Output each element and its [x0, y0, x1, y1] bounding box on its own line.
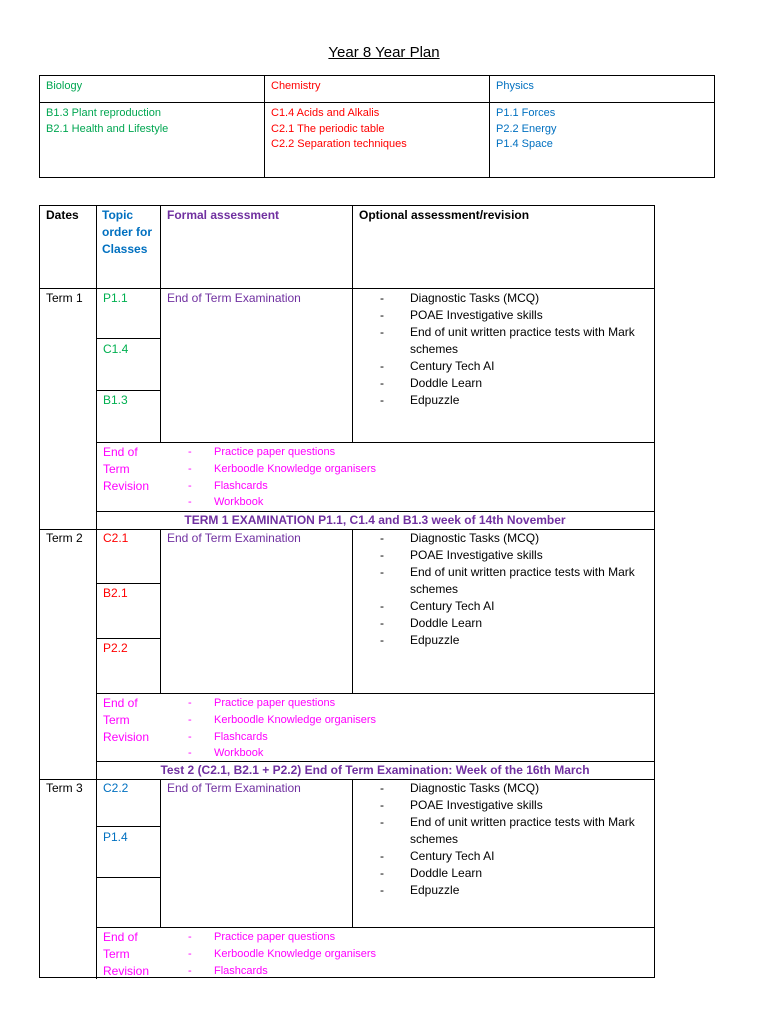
grid-line — [352, 529, 353, 694]
chemistry-topic: C2.2 Separation techniques — [271, 138, 407, 150]
grid-line — [352, 779, 353, 928]
optional-list — [380, 290, 650, 409]
term-label: Term 1 — [46, 291, 83, 305]
chemistry-topics — [265, 103, 490, 178]
grid-line — [160, 206, 161, 442]
grid-line — [96, 693, 654, 694]
exam-banner: Test 2 (C2.1, B2.1 + P2.2) End of Term Examination: Week of the 16th March — [160, 763, 590, 777]
grid-line — [96, 390, 160, 391]
optional-item: - Edpuzzle — [380, 392, 650, 409]
subjects-table — [39, 75, 715, 178]
revision-item: - Workbook — [188, 494, 488, 511]
optional-item: - Edpuzzle — [380, 882, 650, 899]
revision-label: End of Term Revision — [103, 445, 150, 493]
formal-assessment-header: Formal assessment — [167, 208, 280, 222]
grid-line — [96, 338, 160, 339]
revision-item: - Flashcards — [188, 963, 488, 980]
chemistry-topic: C1.4 Acids and Alkalis — [271, 107, 380, 119]
optional-item: - Diagnostic Tasks (MCQ) — [380, 290, 650, 307]
revision-list — [188, 929, 488, 979]
optional-item: - End of unit written practice tests with Mark schemes — [380, 814, 650, 848]
grid-line — [352, 206, 353, 442]
grid-line — [96, 206, 97, 979]
revision-item: - Kerboodle Knowledge organisers — [188, 946, 488, 963]
topic-code: C1.4 — [103, 342, 129, 356]
physics-topic: P1.1 Forces — [496, 107, 556, 119]
grid-line — [160, 779, 161, 928]
physics-topic: P2.2 Energy — [496, 122, 557, 135]
grid-line — [96, 877, 160, 878]
optional-item: - End of unit written practice tests with Mark schemes — [380, 564, 650, 598]
revision-label: End of Term Revision — [103, 930, 150, 978]
formal-assessment: End of Term Examination — [167, 291, 301, 305]
revision-label: End of Term Revision — [103, 696, 150, 744]
physics-header: Physics — [490, 76, 715, 103]
revision-item: - Kerboodle Knowledge organisers — [188, 461, 488, 478]
topic-order-header: Topic order for Classes — [102, 208, 153, 256]
grid-line — [160, 529, 161, 694]
grid-line — [96, 583, 160, 584]
topic-code: B2.1 — [103, 586, 128, 600]
biology-topic: B2.1 Health and Lifestyle — [46, 122, 169, 135]
formal-assessment: End of Term Examination — [167, 531, 301, 545]
revision-item: - Practice paper questions — [188, 444, 488, 461]
optional-item: - End of unit written practice tests with Mark schemes — [380, 324, 650, 358]
revision-item: - Flashcards — [188, 478, 488, 495]
term-label: Term 3 — [46, 781, 83, 795]
physics-topic: P1.4 Space — [496, 138, 553, 150]
plan-table — [39, 205, 655, 978]
optional-item: - Century Tech AI — [380, 358, 650, 375]
optional-item: - Doddle Learn — [380, 865, 650, 882]
dates-header: Dates — [46, 208, 79, 222]
revision-item: - Flashcards — [188, 729, 488, 746]
grid-line — [40, 288, 654, 289]
chemistry-topic: C2.1 The periodic table — [271, 122, 385, 135]
optional-item: - Diagnostic Tasks (MCQ) — [380, 780, 650, 797]
optional-assessment-header: Optional assessment/revision — [359, 208, 530, 222]
optional-item: - Doddle Learn — [380, 615, 650, 632]
grid-line — [96, 638, 160, 639]
topic-code: P1.1 — [103, 291, 128, 305]
exam-banner: TERM 1 EXAMINATION P1.1, C1.4 and B1.3 week of 14th November — [184, 513, 566, 527]
optional-item: - POAE Investigative skills — [380, 547, 650, 564]
grid-line — [96, 927, 654, 928]
revision-item: - Practice paper questions — [188, 695, 488, 712]
grid-line — [96, 442, 654, 443]
optional-item: - Diagnostic Tasks (MCQ) — [380, 530, 650, 547]
revision-item: - Kerboodle Knowledge organisers — [188, 712, 488, 729]
revision-list — [188, 695, 488, 762]
biology-header: Biology — [40, 76, 265, 103]
biology-topics — [40, 103, 265, 178]
optional-item: - Century Tech AI — [380, 598, 650, 615]
topic-code: P2.2 — [103, 641, 128, 655]
topic-code: P1.4 — [103, 830, 128, 844]
topic-code: C2.1 — [103, 531, 129, 545]
optional-item: - Edpuzzle — [380, 632, 650, 649]
formal-assessment: End of Term Examination — [167, 781, 301, 795]
optional-item: - Century Tech AI — [380, 848, 650, 865]
chemistry-header: Chemistry — [265, 76, 490, 103]
grid-line — [96, 826, 160, 827]
biology-topic: B1.3 Plant reproduction — [46, 107, 161, 119]
revision-list — [188, 444, 488, 511]
optional-list — [380, 530, 650, 649]
revision-item: - Practice paper questions — [188, 929, 488, 946]
topic-code: C2.2 — [103, 781, 129, 795]
optional-list — [380, 780, 650, 899]
topic-code: B1.3 — [103, 393, 128, 407]
optional-item: - POAE Investigative skills — [380, 307, 650, 324]
term-label: Term 2 — [46, 531, 83, 545]
physics-topics — [490, 103, 715, 178]
revision-item: - Workbook — [188, 745, 488, 762]
page-title: Year 8 Year Plan — [328, 44, 440, 61]
optional-item: - POAE Investigative skills — [380, 797, 650, 814]
optional-item: - Doddle Learn — [380, 375, 650, 392]
